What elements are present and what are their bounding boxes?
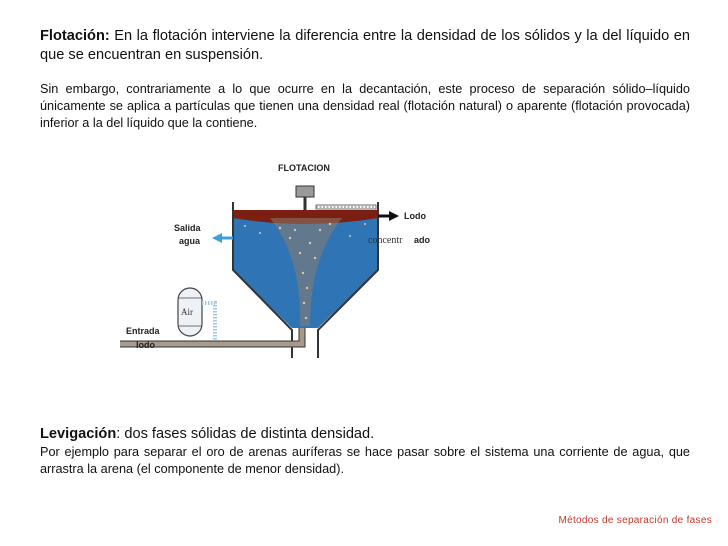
salida-label-1: Salida [174, 223, 201, 233]
flotation-diagram-svg [120, 158, 460, 358]
lodo-label: Lodo [404, 211, 426, 221]
flotacion-term: Flotación: [40, 28, 110, 44]
levigacion-text: : dos fases sólidas de distinta densidad. [116, 426, 375, 442]
entrada-label-1: Entrada [126, 326, 160, 336]
water-outlet-arrow [212, 233, 222, 243]
footer-title: Métodos de separación de fases [558, 515, 712, 526]
figure-title: FLOTACION [278, 163, 330, 173]
air-label: Air [181, 307, 193, 317]
flotacion-text: En la flotación interviene la diferencia entre la densidad de los sólidos y la del líquido en que se encuentran en suspensión. [40, 28, 690, 63]
concentr-label: concentr [368, 235, 403, 246]
sludge-outlet-arrow [389, 211, 399, 221]
flotation-diagram [120, 158, 460, 358]
flotacion-paragraph [40, 27, 690, 65]
ado-label: ado [414, 235, 431, 245]
salida-label-2: agua [179, 236, 201, 246]
levigacion-term: Levigación [40, 426, 117, 442]
sin-embargo-paragraph: Sin embargo, contrariamente a lo que ocurre en la decantación, este proceso de separación sólido–líquido únicamente se aplica a partículas que tienen una densidad real (flotación natural) o aparente (flotación provocada) inferior a la del líquido que la contiene. [40, 82, 690, 130]
levigacion-paragraph [40, 425, 690, 443]
air-line [202, 303, 215, 340]
entrada-label-2: lodo [136, 340, 155, 350]
motor-box [296, 186, 314, 197]
levigacion-body: Por ejemplo para separar el oro de arenas auríferas se hace pasar sobre el sistema una corriente de agua, que arrastra la arena (el componente de menor densidad). [40, 445, 690, 476]
